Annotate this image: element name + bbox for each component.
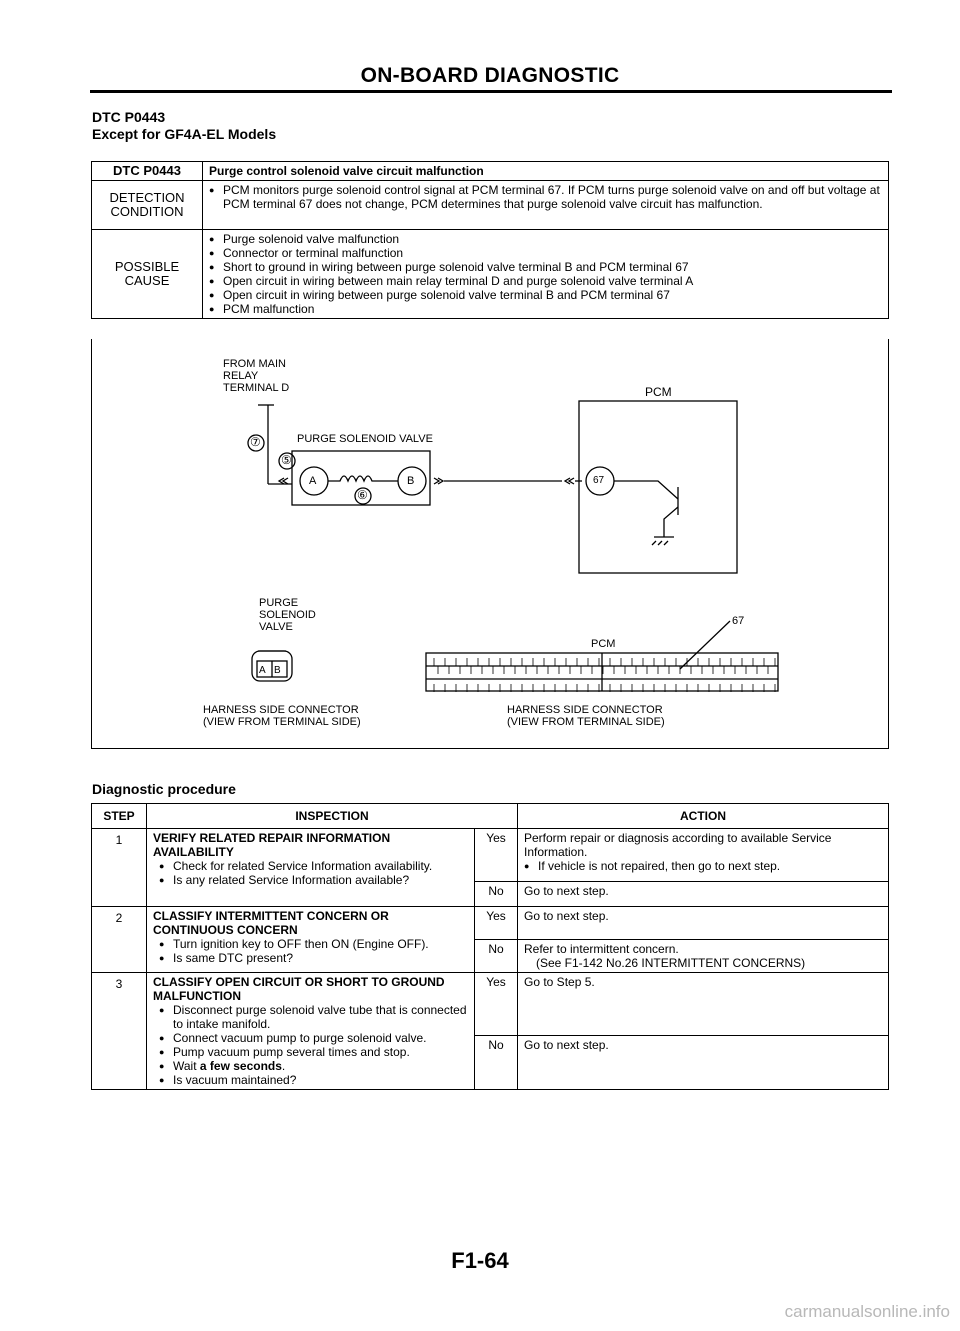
col-inspection: INSPECTION [147,804,518,829]
step-inspection [147,973,475,1090]
pin-67-leader [680,621,730,669]
yes-label: Yes [475,829,518,882]
step-row [92,829,889,882]
step-row [92,973,889,1036]
detection-row [92,181,889,230]
dtc-title-block [92,109,276,143]
detection-item: ● PCM monitors purge solenoid control signal at PCM terminal 67. If PCM turns purge solenoid valve on and off but voltage at PCM terminal 67 does not change, PCM determines that purge solenoid valve circuit has malfunction. [209,183,882,211]
dtc-code: DTC P0443 [92,109,166,125]
cause-item: ● Connector or terminal malfunction [209,246,882,260]
step-number: 3 [92,973,147,1090]
wait-suffix: . [281,1059,286,1073]
step-items [159,1003,468,1087]
info-head-value: Purge control solenoid valve circuit malfunction [203,162,889,181]
wiring-diagram [91,339,889,749]
step-items [159,859,468,887]
page-number: F1-64 [451,1248,509,1273]
detection-cell [203,181,889,230]
procedure-title: Diagnostic procedure [92,781,236,797]
info-head-row [92,162,889,181]
yes-action-text: Perform repair or diagnosis according to available Service Information. [524,831,832,859]
yes-action: Go to next step. [518,907,889,940]
col-action: ACTION [518,804,889,829]
step-item: ● Is same DTC present? [159,951,468,965]
dtc-info-table [91,161,889,319]
pcm-connector-pins [434,658,775,692]
step-items [159,937,468,965]
step-inspection [147,829,475,907]
step-item: ● Connect vacuum pump to purge solenoid valve. [159,1031,468,1045]
wait-prefix: Wait [173,1059,200,1073]
step-title: CLASSIFY INTERMITTENT CONCERN OR CONTINUOUS CONCERN [153,909,389,937]
step-item: ● Pump vacuum pump several times and stop. [159,1045,468,1059]
yes-action-item: ● If vehicle is not repaired, then go to next step. [524,859,882,873]
no-action: Go to next step. [518,882,889,907]
step-item-wait [159,1059,468,1073]
wait-emphasis: a few seconds [199,1059,282,1073]
circled-5: ⑤ [281,453,292,467]
circled-6: ⑥ [357,488,368,502]
step-number: 2 [92,907,147,973]
wiring-diagram-svg [92,339,890,749]
step-item: ● Disconnect purge solenoid valve tube that is connected to intake manifold. [159,1003,468,1031]
col-step: STEP [92,804,147,829]
yes-action-list [524,859,882,873]
detection-label: DETECTION CONDITION [92,181,203,230]
no-label: No [475,882,518,907]
cause-cell [203,230,889,319]
step-row [92,907,889,940]
cause-row [92,230,889,319]
watermark: carmanualsonline.info [784,1302,950,1321]
dtc-subtitle: Except for GF4A-EL Models [92,126,277,142]
pcm-box [579,401,737,573]
page-header: ON-BOARD DIAGNOSTIC [360,64,620,87]
left-connector-mark [279,478,288,484]
ground-hatch [652,541,668,545]
valve-label: PURGE SOLENOID VALVE [297,433,433,445]
step-item: ● Is any related Service Information available? [159,873,468,887]
no-action: Go to next step. [518,1036,889,1090]
pcm-label: PCM [645,385,672,399]
cause-label: POSSIBLE CAUSE [92,230,203,319]
connector-pin-b: B [274,665,281,676]
step-title: VERIFY RELATED REPAIR INFORMATION AVAILABILITY [153,831,391,859]
no-label: No [475,940,518,973]
no-label: No [475,1036,518,1090]
circled-7: ⑦ [250,435,261,449]
right-connector-mark [434,478,443,484]
cause-item: ● PCM malfunction [209,302,882,316]
yes-action [518,829,889,882]
cause-item: ● Open circuit in wiring between purge solenoid valve terminal B and PCM terminal 67 [209,288,882,302]
step-title: CLASSIFY OPEN CIRCUIT OR SHORT TO GROUND MALFUNCTION [153,975,445,1003]
header-rule [90,90,892,93]
harness-left-caption: HARNESS SIDE CONNECTOR (VIEW FROM TERMINAL SIDE) [203,704,361,728]
pcm-connector-mark [565,478,574,484]
connector-valve-label: PURGE SOLENOID VALVE [259,597,316,633]
terminal-a: A [309,475,317,487]
transistor-wire [614,481,678,499]
step-item: ● Check for related Service Information availability. [159,859,468,873]
connector-67-label: 67 [732,615,745,627]
info-head-label: DTC P0443 [92,162,203,181]
step-inspection [147,907,475,973]
step-item: ● Is vacuum maintained? [159,1073,468,1087]
no-action-text: Refer to intermittent concern. [524,942,679,956]
no-action-ref: (See F1-142 No.26 INTERMITTENT CONCERNS) [536,956,806,970]
connector-pcm-label: PCM [591,638,616,650]
harness-right-caption: HARNESS SIDE CONNECTOR (VIEW FROM TERMINAL SIDE) [507,704,665,728]
yes-action: Go to Step 5. [518,973,889,1036]
no-action [518,940,889,973]
cause-item: ● Open circuit in wiring between main relay terminal D and purge solenoid valve terminal A [209,274,882,288]
terminal-b: B [407,475,415,487]
step-number: 1 [92,829,147,907]
cause-item: ● Purge solenoid valve malfunction [209,232,882,246]
cause-item: ● Short to ground in wiring between purge solenoid valve terminal B and PCM terminal 67 [209,260,882,274]
terminal-67: 67 [593,475,605,486]
from-main-relay-label: FROM MAIN RELAY TERMINAL D [223,358,290,394]
connector-pin-a: A [259,665,266,676]
cause-list [209,232,882,316]
transistor-emitter [664,507,678,537]
yes-label: Yes [475,907,518,940]
detection-list [209,183,882,211]
step-item: ● Turn ignition key to OFF then ON (Engine OFF). [159,937,468,951]
procedure-table [91,803,889,1090]
yes-label: Yes [475,973,518,1036]
solenoid-coil [328,476,398,481]
procedure-header-row [92,804,889,829]
